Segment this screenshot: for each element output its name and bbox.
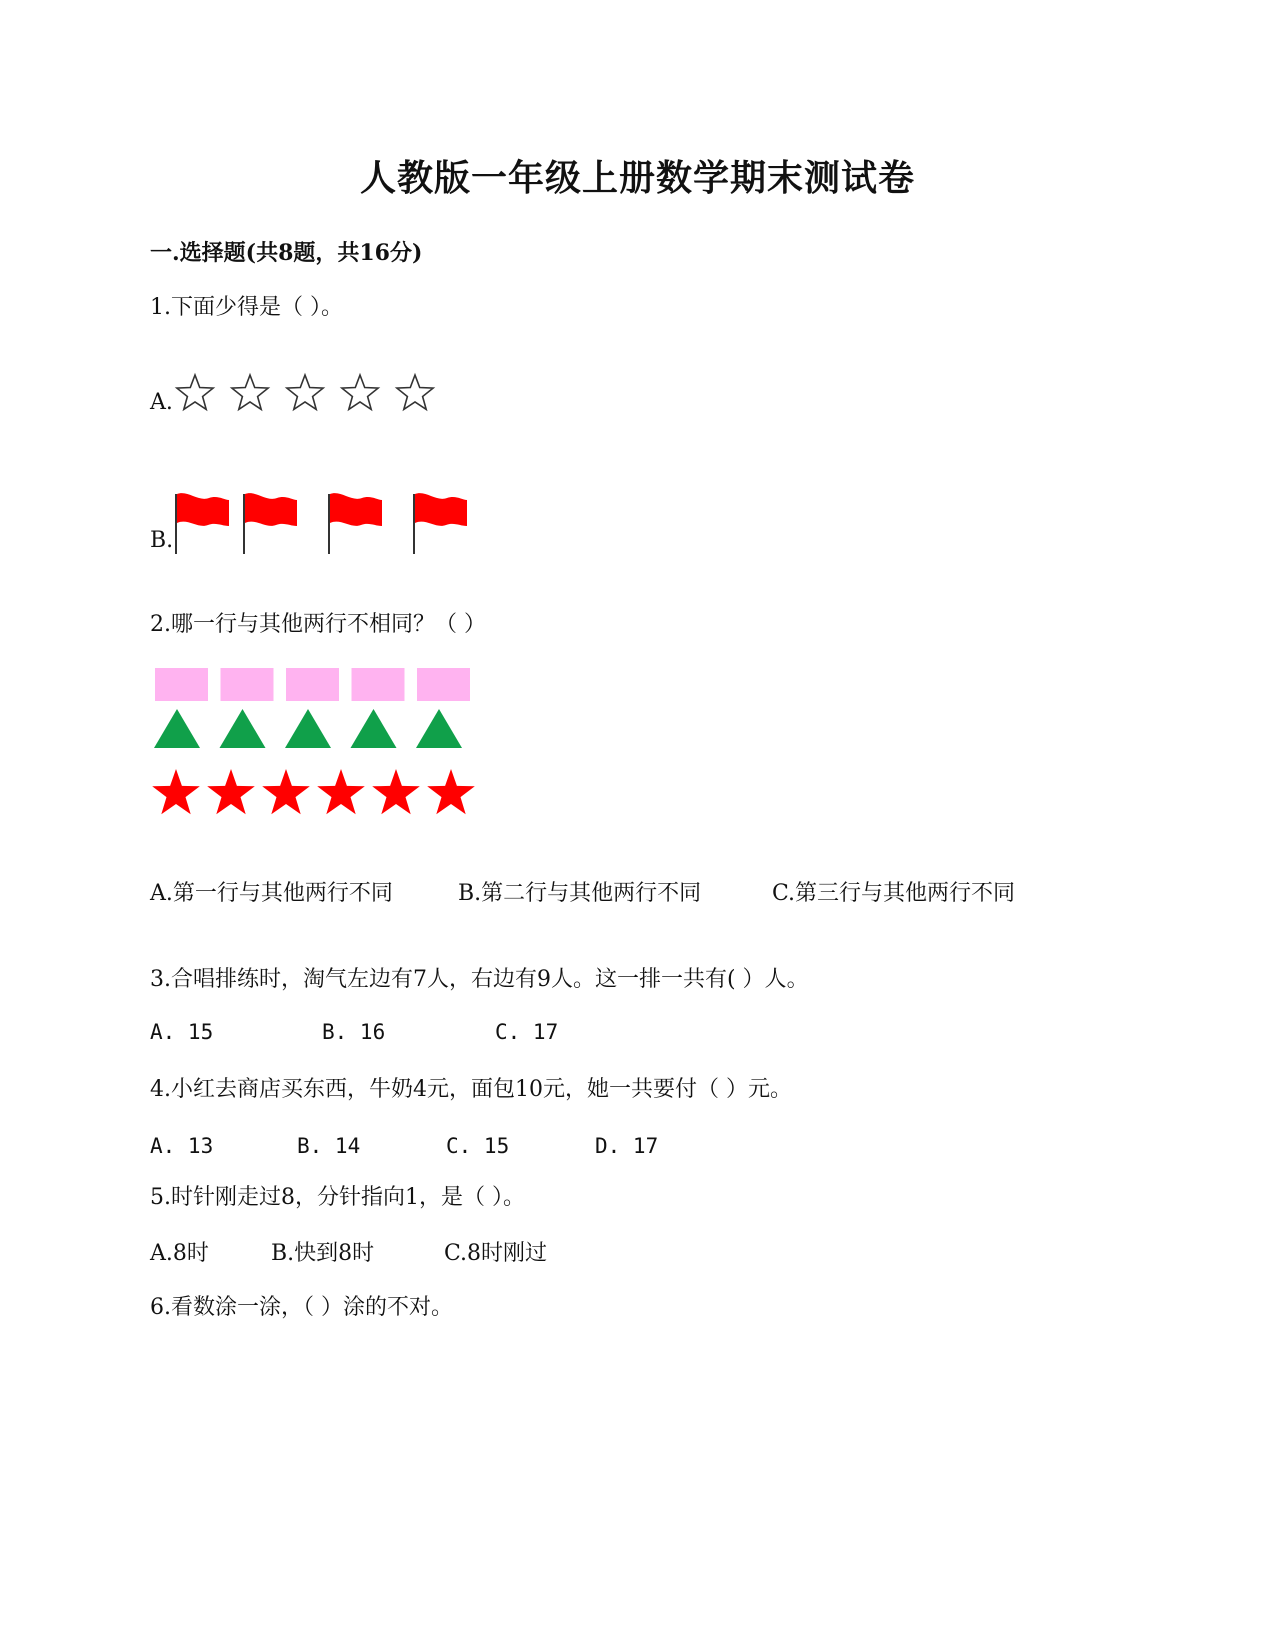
outline-star-icon bbox=[177, 375, 213, 409]
pink-rectangle bbox=[352, 668, 405, 701]
pink-rectangle bbox=[221, 668, 274, 701]
flag-icon bbox=[329, 493, 382, 554]
flag-cloth bbox=[330, 493, 382, 526]
red-star bbox=[207, 769, 255, 814]
question-1-stem: 1.下面少得是（ ）。 bbox=[150, 295, 343, 320]
pink-rectangle bbox=[155, 668, 208, 701]
question-5-option-a: A.8时 bbox=[150, 1241, 209, 1266]
page-title: 人教版一年级上册数学期末测试卷 bbox=[359, 157, 915, 199]
question-5-option-c: C.8时刚过 bbox=[444, 1241, 548, 1266]
outline-star-icon bbox=[342, 375, 378, 409]
question-2-stem: 2.哪一行与其他两行不相同？（ ） bbox=[150, 612, 486, 637]
flag-cloth bbox=[245, 493, 297, 526]
outline-star-icon bbox=[397, 375, 433, 409]
red-flags-row bbox=[176, 492, 486, 556]
question-4-option-c: C. 15 bbox=[446, 1134, 510, 1158]
question-4-option-a: A. 13 bbox=[150, 1134, 214, 1158]
question-3-option-b: B. 16 bbox=[322, 1020, 386, 1044]
pink-rectangle bbox=[417, 668, 470, 701]
question-3-option-a: A. 15 bbox=[150, 1020, 214, 1044]
question-4-option-b: B. 14 bbox=[297, 1134, 361, 1158]
green-triangle bbox=[154, 709, 200, 748]
question-1-option-a-label: A. bbox=[150, 390, 173, 415]
green-triangle bbox=[220, 709, 266, 748]
outline-star-icon bbox=[287, 375, 323, 409]
question-5-option-b: B.快到8时 bbox=[271, 1241, 375, 1266]
green-triangle bbox=[351, 709, 397, 748]
red-star bbox=[152, 769, 200, 814]
flag-icon bbox=[414, 493, 467, 554]
question-4-stem: 4.小红去商店买东西，牛奶4元，面包10元，她一共要付（ ）元。 bbox=[150, 1077, 792, 1102]
question-5-stem: 5.时针刚走过8，分针指向1，是（ ）。 bbox=[150, 1185, 525, 1210]
red-star bbox=[262, 769, 310, 814]
red-star bbox=[317, 769, 365, 814]
flag-icon bbox=[244, 493, 297, 554]
flag-cloth bbox=[415, 493, 467, 526]
question-6-stem: 6.看数涂一涂，（ ）涂的不对。 bbox=[150, 1295, 453, 1320]
red-star bbox=[372, 769, 420, 814]
outline-star-icon bbox=[232, 375, 268, 409]
question-2-option-a: A.第一行与其他两行不同 bbox=[150, 881, 393, 906]
red-star bbox=[427, 769, 475, 814]
outline-stars-row bbox=[175, 372, 445, 414]
pink-rectangle bbox=[286, 668, 339, 701]
question-3-stem: 3.合唱排练时，淘气左边有7人，右边有9人。这一排一共有( ）人。 bbox=[150, 967, 809, 992]
question-1-option-b-label: B. bbox=[150, 528, 174, 553]
shapes-figure bbox=[155, 668, 505, 848]
flag-cloth bbox=[177, 493, 229, 526]
green-triangle bbox=[416, 709, 462, 748]
question-3-option-c: C. 17 bbox=[495, 1020, 559, 1044]
section-heading: 一.选择题(共8题，共16分) bbox=[150, 240, 423, 266]
flag-icon bbox=[176, 493, 229, 554]
question-2-option-b: B.第二行与其他两行不同 bbox=[458, 881, 702, 906]
green-triangle bbox=[285, 709, 331, 748]
question-4-option-d: D. 17 bbox=[595, 1134, 659, 1158]
question-2-option-c: C.第三行与其他两行不同 bbox=[772, 881, 1016, 906]
